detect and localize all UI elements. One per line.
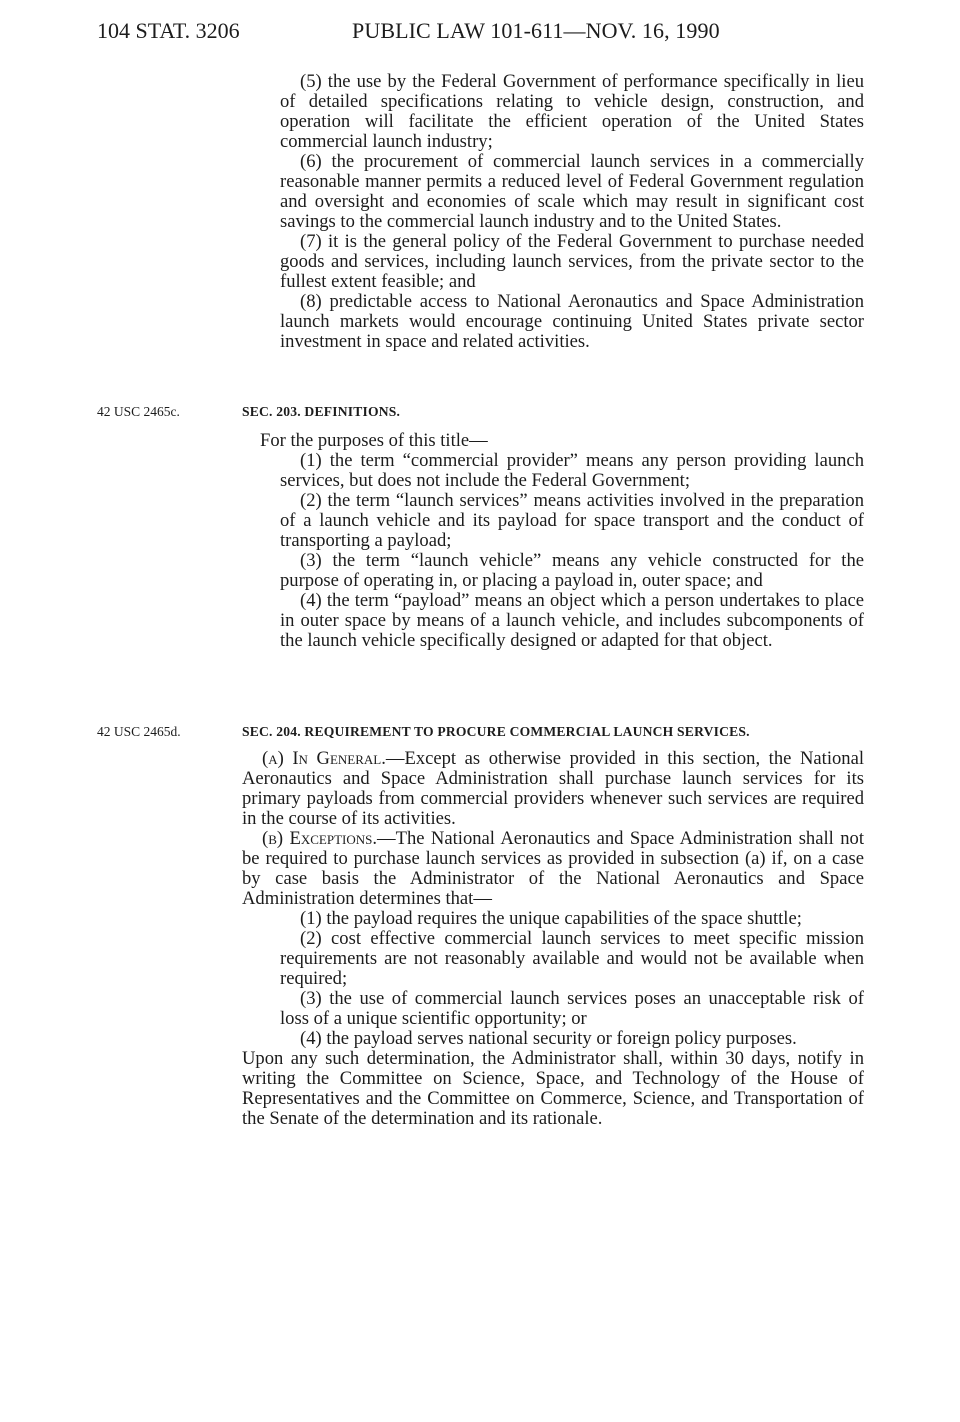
exception-2: (2) cost effective commercial launch services to meet specific mission requirements are not reasonably available and would not be available when required; <box>280 928 864 989</box>
page-header <box>0 16 960 46</box>
findings-continued <box>242 72 864 352</box>
sec-203-body <box>242 431 864 651</box>
exception-1: (1) the payload requires the unique capabilities of the space shuttle; <box>300 908 802 929</box>
stat-page-reference: 104 STAT. 3206 <box>97 18 240 43</box>
exception-4: (4) the payload serves national security or foreign policy purposes. <box>300 1028 797 1049</box>
finding-8: (8) predictable access to National Aeronautics and Space Administration launch markets would encourage continuing United States private sector investment in space and related activities. <box>280 291 864 352</box>
sec-204-body <box>242 749 864 1129</box>
public-law-title: PUBLIC LAW 101-611—NOV. 16, 1990 <box>352 18 720 43</box>
finding-5: (5) the use by the Federal Government of performance specifically in lieu of detailed specifications relating to vehicle design, construction, and operation will facilitate the efficient operation of the United States commercial launch industry; <box>280 71 864 152</box>
subsection-b <box>242 829 864 909</box>
sec-203-heading: SEC. 203. DEFINITIONS. <box>242 404 401 419</box>
definition-2: (2) the term “launch services” means activities involved in the preparation of a launch vehicle and its payload for space transport and the conduct of transporting a payload; <box>280 490 864 551</box>
finding-7: (7) it is the general policy of the Federal Government to purchase needed goods and services, including launch services, from the private sector to the fullest extent feasible; and <box>280 231 864 292</box>
margin-note-sec-203: 42 USC 2465c. <box>97 404 180 419</box>
subsection-b-label: (b) Exceptions. <box>262 828 377 849</box>
definition-1: (1) the term “commercial provider” means any person providing launch services, but does not include the Federal Government; <box>280 450 864 491</box>
closing-paragraph: Upon any such determination, the Administrator shall, within 30 days, notify in writing the Committee on Science, Space, and Technology of the House of Representatives and the Committee on Commerce, Science, and Transportation of the Senate of the determination and its rationale. <box>242 1048 864 1129</box>
definitions-intro: For the purposes of this title— <box>260 430 488 451</box>
definition-3: (3) the term “launch vehicle” means any vehicle constructed for the purpose of operating in, or placing a payload in, outer space; and <box>280 550 864 591</box>
exception-3: (3) the use of commercial launch services poses an unacceptable risk of loss of a unique scientific opportunity; or <box>280 988 864 1029</box>
sec-204-heading: SEC. 204. REQUIREMENT TO PROCURE COMMERCIAL LAUNCH SERVICES. <box>242 724 750 739</box>
subsection-a <box>242 749 864 829</box>
definition-4: (4) the term “payload” means an object which a person undertakes to place in outer space by means of a launch vehicle, and includes subcomponents of the launch vehicle specifically designed or adapted for that object. <box>280 590 864 651</box>
subsection-b-text: —The National Aeronautics and Space Administration shall not be required to purchase launch services as provided in subsection (a) if, on a case by case basis the Administrator of the National Aeronautics and Space Administration determines that— <box>242 828 864 909</box>
finding-6: (6) the procurement of commercial launch services in a commercially reasonable manner permits a reduced level of Federal Government regulation and oversight and economies of scale which may result in significant cost savings to the commercial launch industry and to the United States. <box>280 151 864 232</box>
margin-note-sec-204: 42 USC 2465d. <box>97 724 181 739</box>
subsection-a-text: —Except as otherwise provided in this section, the National Aeronautics and Space Administration shall purchase launch services for its primary payloads from commercial providers whenever such services are required in the course of its activities. <box>242 748 864 829</box>
subsection-a-label: (a) In General. <box>262 748 386 769</box>
